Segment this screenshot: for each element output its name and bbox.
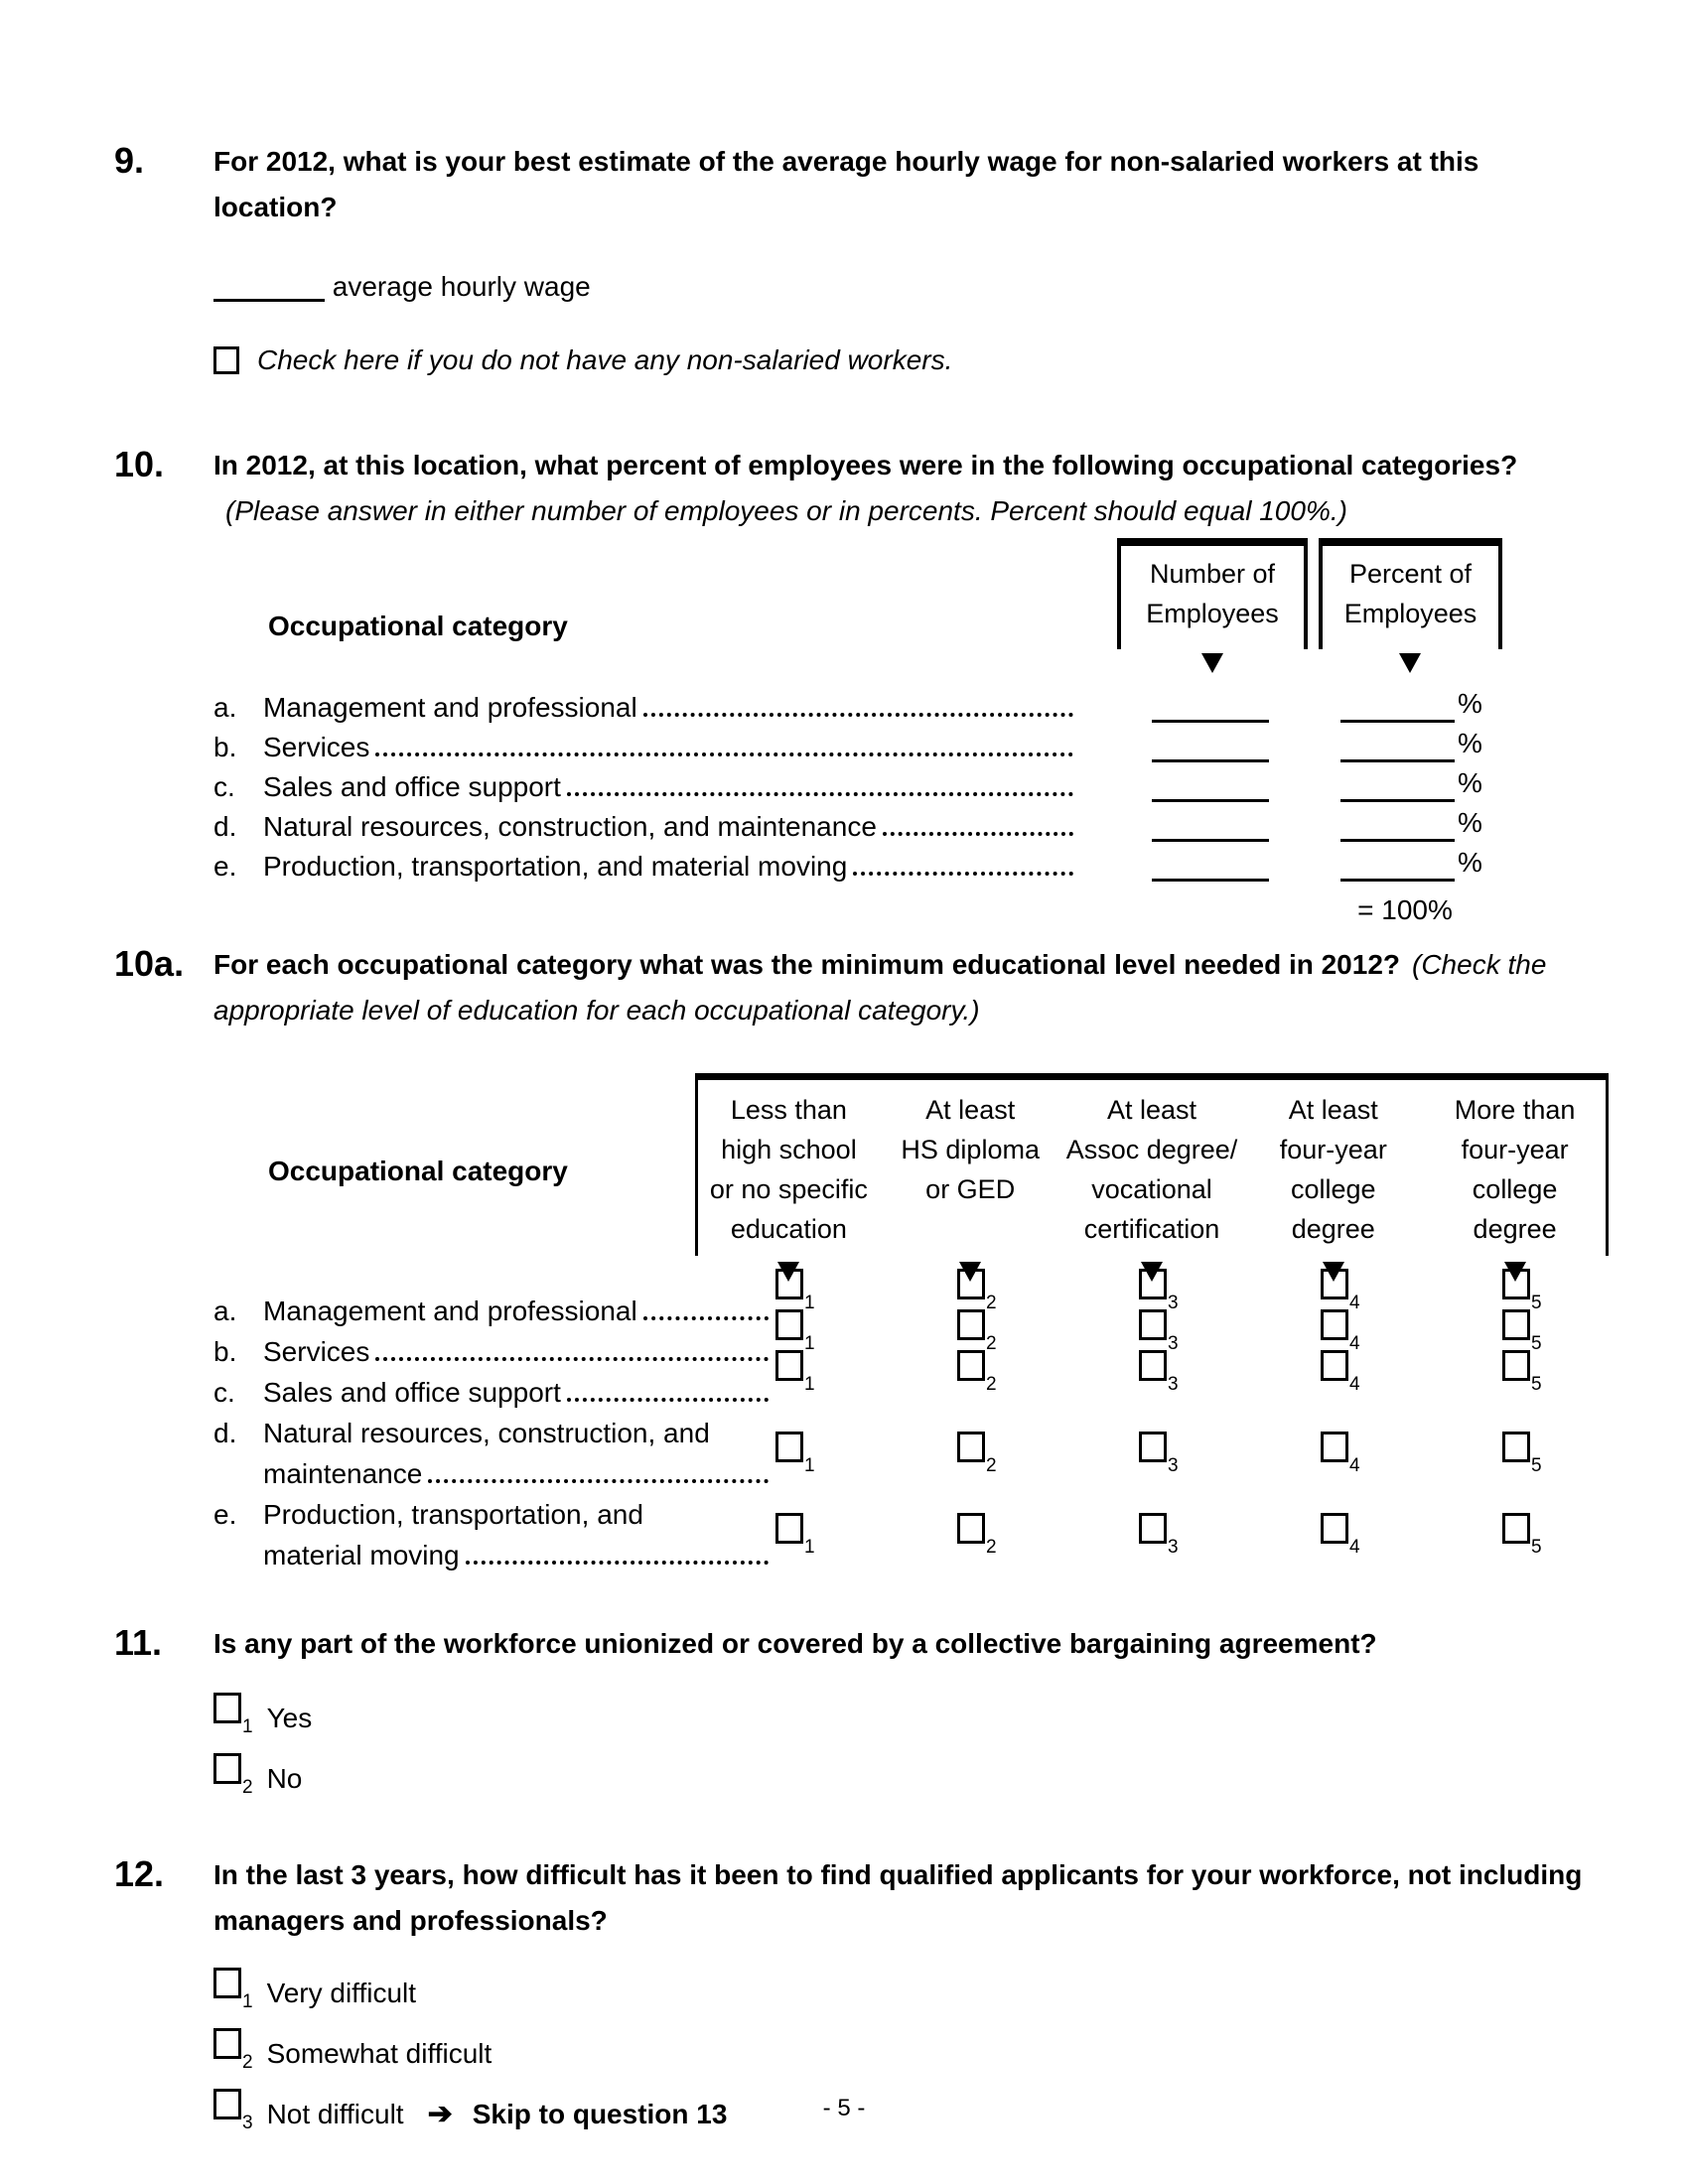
education-level-header-box	[695, 1073, 1609, 1256]
dotted-leader	[375, 752, 1073, 756]
option-yes	[213, 1693, 1604, 1744]
question-12-number: 12.	[114, 1853, 165, 1894]
question-9-text: For 2012, what is your best estimate of the average hourly wage for non-salaried workers at this location?	[213, 146, 1479, 222]
checkbox-5[interactable]: 5	[1502, 1308, 1542, 1367]
grid-row-b	[213, 1328, 1604, 1369]
checkbox-5[interactable]: 5	[1502, 1268, 1542, 1326]
percent-sign: %	[1458, 847, 1482, 878]
number-employees-blank[interactable]	[1152, 720, 1269, 723]
checkbox-1[interactable]: 1	[775, 1431, 815, 1489]
grid-row-e-line2	[213, 1532, 1604, 1572]
no-workers-checkbox[interactable]	[213, 346, 239, 374]
checkbox-3[interactable]: 3	[1139, 1308, 1179, 1367]
option-very-difficult	[213, 1968, 1604, 2019]
checkbox-2[interactable]: 2	[957, 1268, 997, 1326]
checkbox-1[interactable]: 1	[775, 1268, 815, 1326]
wage-answer-line	[213, 270, 1604, 304]
dotted-leader	[883, 832, 1073, 836]
row-letter: e.	[213, 1499, 237, 1530]
percent-total-label: = 100%	[1357, 894, 1453, 925]
dotted-leader	[643, 1316, 769, 1320]
checkbox-5[interactable]: 5	[1502, 1431, 1542, 1489]
dotted-leader	[428, 1479, 769, 1483]
checkbox-2[interactable]: 2	[957, 1308, 997, 1367]
percent-employees-blank[interactable]	[1340, 720, 1455, 723]
percent-sign: %	[1458, 688, 1482, 719]
checkbox-4[interactable]: 4	[1321, 1349, 1360, 1408]
row-letter: b.	[213, 732, 237, 762]
number-employees-blank[interactable]	[1152, 759, 1269, 762]
percent-employees-header-line1: Percent of	[1348, 559, 1473, 589]
down-arrow-icon	[1201, 653, 1223, 673]
page-number: - 5 -	[822, 2095, 866, 2121]
grid-row-d-line2	[213, 1450, 1604, 1491]
row-label: Management and professional	[263, 692, 637, 723]
percent-sign: %	[1458, 728, 1482, 758]
column-header-hs-diploma: At least HS diploma or GED	[901, 1095, 1040, 1204]
option-label: Not difficult	[266, 2099, 404, 2129]
row-label: Sales and office support	[263, 771, 561, 802]
percent-employees-blank[interactable]	[1340, 839, 1455, 842]
row-letter: c.	[213, 771, 235, 802]
question-10a	[114, 942, 1604, 1585]
occupation-percent-table	[213, 528, 1604, 930]
row-letter: b.	[213, 1336, 237, 1367]
checkbox-4[interactable]: 4	[1321, 1268, 1360, 1326]
question-11-text: Is any part of the workforce unionized or covered by a collective bargaining agreement?	[213, 1628, 1377, 1659]
checkbox-1[interactable]: 1	[775, 1512, 815, 1570]
dotted-leader	[567, 792, 1073, 796]
checkbox-3[interactable]: 3	[1139, 1268, 1179, 1326]
row-label: Sales and office support	[263, 1377, 561, 1408]
table-row-d	[213, 804, 1604, 844]
down-arrow-icon	[1399, 653, 1421, 673]
table-row-c	[213, 764, 1604, 804]
grid-row-a	[213, 1288, 1604, 1328]
row-label: Management and professional	[263, 1296, 637, 1326]
skip-instruction: Skip to question 13	[472, 2099, 728, 2129]
row-label: Natural resources, construction, and maintenance	[263, 811, 877, 842]
number-employees-blank[interactable]	[1152, 839, 1269, 842]
option-label: Very difficult	[266, 1978, 417, 2008]
option-somewhat-difficult	[213, 2028, 1604, 2080]
checkbox-4[interactable]: 4	[1321, 1512, 1360, 1570]
column-header-four-year: At least four-year college degree	[1279, 1095, 1387, 1244]
row-label: Services	[263, 732, 370, 762]
dotted-leader	[466, 1561, 769, 1565]
column-header-more-than-four-year: More than four-year college degree	[1454, 1095, 1576, 1244]
percent-employees-blank[interactable]	[1340, 799, 1455, 802]
checkbox-3[interactable]: 3	[1139, 1431, 1179, 1489]
checkbox-5[interactable]: 5	[1502, 1512, 1542, 1570]
very-difficult-checkbox[interactable]: 1	[213, 1968, 253, 2019]
no-workers-label: Check here if you do not have any non-salaried workers.	[257, 344, 953, 375]
column-header-assoc-degree: At least Assoc degree/ vocational certification	[1065, 1095, 1238, 1244]
question-10a-instruction: (Check the appropriate level of education for each occupational category.)	[213, 949, 1547, 1025]
option-label: No	[266, 1763, 303, 1794]
question-10a-number: 10a.	[114, 943, 185, 984]
number-employees-header-line1: Number of	[1149, 559, 1276, 589]
table-row-a	[213, 685, 1604, 725]
dotted-leader	[853, 872, 1073, 876]
question-11-number: 11.	[114, 1622, 163, 1663]
row-letter: d.	[213, 811, 237, 842]
question-10-number: 10.	[114, 444, 165, 484]
question-10a-text: For each occupational category what was the minimum educational level needed in 2012?	[213, 949, 1401, 980]
dotted-leader	[643, 713, 1073, 717]
percent-sign: %	[1458, 807, 1482, 838]
number-employees-blank[interactable]	[1152, 879, 1269, 882]
table-row-b	[213, 725, 1604, 764]
checkbox-2[interactable]: 2	[957, 1349, 997, 1408]
no-workers-check-line	[213, 343, 1604, 377]
category-column-header: Occupational category	[268, 611, 568, 641]
percent-employees-blank[interactable]	[1340, 759, 1455, 762]
question-9	[114, 139, 1604, 377]
checkbox-3[interactable]: 3	[1139, 1349, 1179, 1408]
grid-row-e-line1	[213, 1491, 1604, 1532]
number-employees-header-box	[1117, 538, 1308, 649]
checkbox-2[interactable]: 2	[957, 1431, 997, 1489]
checkbox-3[interactable]: 3	[1139, 1512, 1179, 1570]
row-label: material moving	[263, 1540, 460, 1570]
question-10-instruction: (Please answer in either number of employees or in percents. Percent should equal 100%.)	[225, 495, 1347, 526]
option-no	[213, 1753, 1604, 1805]
checkbox-5[interactable]: 5	[1502, 1349, 1542, 1408]
checkbox-1[interactable]: 1	[775, 1349, 815, 1408]
skip-arrow-icon: ➔	[427, 2098, 453, 2130]
row-label: maintenance	[263, 1458, 423, 1489]
grid-row-d-line1	[213, 1410, 1604, 1450]
no-checkbox[interactable]: 2	[213, 1753, 253, 1805]
percent-employees-header-line2: Employees	[1343, 599, 1477, 628]
not-difficult-checkbox[interactable]: 3	[213, 2089, 253, 2140]
checkbox-2[interactable]: 2	[957, 1512, 997, 1570]
row-letter: e.	[213, 851, 237, 882]
number-employees-blank[interactable]	[1152, 799, 1269, 802]
checkbox-1[interactable]: 1	[775, 1308, 815, 1367]
somewhat-difficult-checkbox[interactable]: 2	[213, 2028, 253, 2080]
number-employees-header-line2: Employees	[1146, 599, 1279, 628]
row-letter: c.	[213, 1377, 235, 1408]
question-11	[114, 1621, 1604, 1805]
row-letter: a.	[213, 692, 237, 723]
percent-employees-header-box	[1319, 538, 1502, 649]
percent-sign: %	[1458, 767, 1482, 798]
column-header-less-than-hs: Less than high school or no specific education	[709, 1095, 868, 1244]
question-10-text: In 2012, at this location, what percent of employees were in the following occupational categories?	[213, 450, 1518, 480]
dotted-leader	[375, 1357, 769, 1361]
option-label: Somewhat difficult	[266, 2038, 492, 2069]
question-9-number: 9.	[114, 140, 145, 181]
row-label: Production, transportation, and	[263, 1499, 643, 1530]
grid-row-c	[213, 1369, 1604, 1410]
checkbox-4[interactable]: 4	[1321, 1431, 1360, 1489]
question-12-text: In the last 3 years, how difficult has it been to find qualified applicants for your workforce, not including managers and professionals?	[213, 1859, 1583, 1936]
category-column-header: Occupational category	[268, 1156, 568, 1186]
question-10	[114, 443, 1604, 930]
yes-checkbox[interactable]: 1	[213, 1693, 253, 1744]
education-level-grid	[213, 1037, 1604, 1585]
table-row-e	[213, 844, 1604, 884]
checkbox-4[interactable]: 4	[1321, 1308, 1360, 1367]
row-letter: d.	[213, 1418, 237, 1448]
row-label: Services	[263, 1336, 370, 1367]
option-label: Yes	[266, 1703, 313, 1733]
row-label: Natural resources, construction, and	[263, 1418, 710, 1448]
dotted-leader	[567, 1398, 769, 1402]
wage-input-blank[interactable]	[213, 299, 325, 302]
row-letter: a.	[213, 1296, 237, 1326]
wage-label: average hourly wage	[332, 271, 591, 302]
row-label: Production, transportation, and material moving	[263, 851, 848, 882]
percent-employees-blank[interactable]	[1340, 879, 1455, 882]
